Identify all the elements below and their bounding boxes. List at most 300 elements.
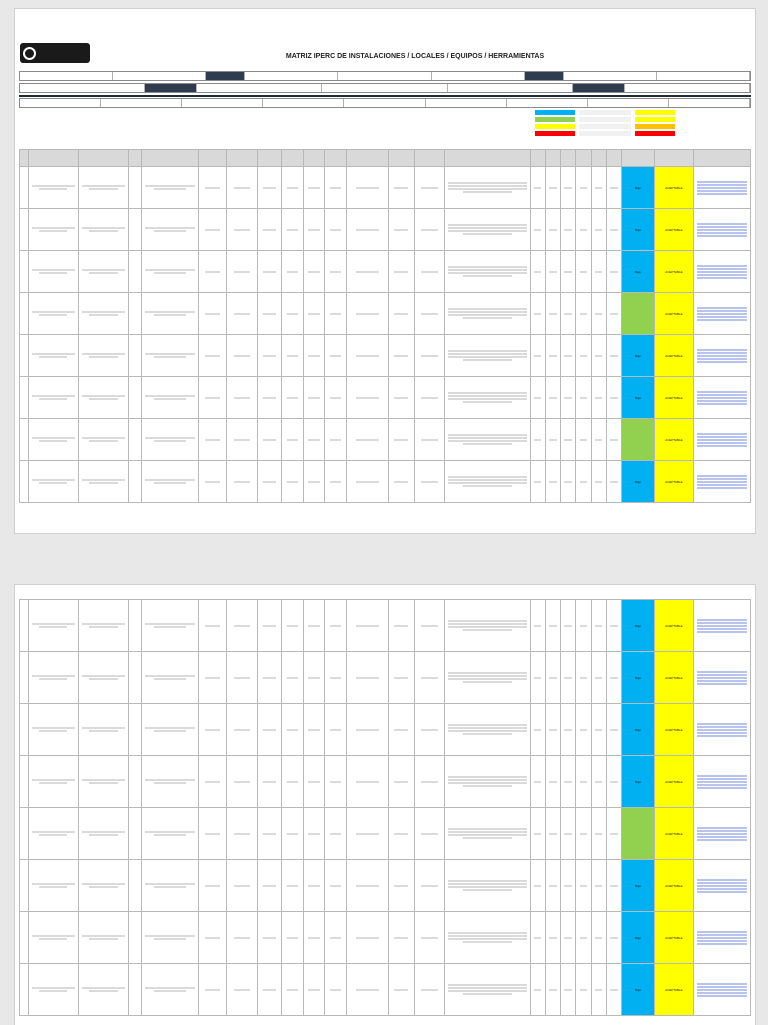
risk-classification-cell <box>622 293 655 335</box>
risk-classification-cell: Bajo <box>622 167 655 209</box>
text-cell <box>78 293 128 335</box>
column-header <box>325 150 347 167</box>
table-row <box>20 419 751 461</box>
value-cell <box>257 167 281 209</box>
value-cell <box>388 293 414 335</box>
value-cell <box>591 912 606 964</box>
legend-label <box>579 131 631 136</box>
value-cell <box>576 756 591 808</box>
table-row <box>20 209 751 251</box>
text-cell <box>28 600 78 652</box>
acceptability-cell: ACEPTABLE <box>654 377 693 419</box>
risk-classification-cell: Bajo <box>622 251 655 293</box>
value-cell <box>325 860 347 912</box>
column-header <box>281 150 303 167</box>
value-cell <box>347 419 388 461</box>
reference-cell <box>694 377 751 419</box>
value-cell <box>129 652 142 704</box>
value-cell <box>257 964 281 1016</box>
value-cell <box>561 419 576 461</box>
value-cell <box>281 756 303 808</box>
value-cell <box>576 704 591 756</box>
value-cell <box>591 167 606 209</box>
value-cell <box>303 335 325 377</box>
value-cell <box>591 377 606 419</box>
value-cell <box>545 293 560 335</box>
value-cell <box>325 964 347 1016</box>
acceptability-cell: ACEPTABLE <box>654 964 693 1016</box>
value-cell <box>530 704 545 756</box>
value-cell <box>591 461 606 503</box>
value-cell <box>347 167 388 209</box>
value-cell <box>198 704 226 756</box>
reference-cell <box>694 964 751 1016</box>
value-cell <box>388 808 414 860</box>
value-cell <box>303 377 325 419</box>
value-cell <box>545 209 560 251</box>
value-cell <box>606 209 621 251</box>
value-cell <box>281 377 303 419</box>
text-cell <box>445 335 530 377</box>
value-cell <box>576 419 591 461</box>
value-cell <box>198 377 226 419</box>
risk-classification-cell <box>622 419 655 461</box>
value-cell <box>303 808 325 860</box>
value-cell <box>606 461 621 503</box>
acceptability-cell: ACEPTABLE <box>654 293 693 335</box>
value-cell <box>545 251 560 293</box>
document-page-2 <box>14 584 756 1025</box>
value-cell <box>347 335 388 377</box>
text-cell <box>142 600 199 652</box>
value-cell <box>530 964 545 1016</box>
document-title: MATRIZ IPERC DE INSTALACIONES / LOCALES / EQUIPOS / HERRAMIENTAS <box>285 53 545 60</box>
value-cell <box>347 704 388 756</box>
value-cell <box>325 808 347 860</box>
value-cell <box>20 756 29 808</box>
reference-cell <box>694 652 751 704</box>
text-cell <box>28 756 78 808</box>
value-cell <box>20 209 29 251</box>
value-cell <box>576 652 591 704</box>
value-cell <box>606 756 621 808</box>
value-cell <box>388 167 414 209</box>
value-cell <box>227 209 258 251</box>
value-cell <box>388 652 414 704</box>
value-cell <box>198 251 226 293</box>
legend-label <box>579 117 631 122</box>
legend-result-swatch <box>635 131 675 136</box>
value-cell <box>257 377 281 419</box>
value-cell <box>561 964 576 1016</box>
value-cell <box>591 251 606 293</box>
legend-row <box>535 116 675 122</box>
value-cell <box>20 461 29 503</box>
value-cell <box>303 964 325 1016</box>
value-cell <box>606 419 621 461</box>
text-cell <box>78 209 128 251</box>
value-cell <box>20 704 29 756</box>
value-cell <box>591 860 606 912</box>
value-cell <box>303 419 325 461</box>
acceptability-cell: ACEPTABLE <box>654 461 693 503</box>
legend-row <box>535 130 675 136</box>
value-cell <box>227 167 258 209</box>
text-cell <box>28 251 78 293</box>
value-cell <box>303 209 325 251</box>
column-header <box>545 150 560 167</box>
value-cell <box>388 756 414 808</box>
text-cell <box>445 209 530 251</box>
text-cell <box>142 167 199 209</box>
risk-legend <box>535 109 675 137</box>
text-cell <box>28 167 78 209</box>
value-cell <box>281 209 303 251</box>
value-cell <box>20 912 29 964</box>
value-cell <box>347 251 388 293</box>
text-cell <box>28 652 78 704</box>
value-cell <box>606 704 621 756</box>
value-cell <box>198 461 226 503</box>
value-cell <box>303 652 325 704</box>
value-cell <box>388 860 414 912</box>
text-cell <box>445 964 530 1016</box>
value-cell <box>591 652 606 704</box>
value-cell <box>20 600 29 652</box>
value-cell <box>257 756 281 808</box>
text-cell <box>142 209 199 251</box>
acceptability-cell: ACEPTABLE <box>654 652 693 704</box>
text-cell <box>142 419 199 461</box>
value-cell <box>129 377 142 419</box>
column-header <box>198 150 226 167</box>
column-header <box>654 150 693 167</box>
value-cell <box>388 335 414 377</box>
text-cell <box>28 419 78 461</box>
value-cell <box>227 461 258 503</box>
text-cell <box>142 293 199 335</box>
table-row <box>20 335 751 377</box>
value-cell <box>414 167 445 209</box>
value-cell <box>325 419 347 461</box>
risk-classification-cell: Bajo <box>622 860 655 912</box>
text-cell <box>142 912 199 964</box>
reference-cell <box>694 600 751 652</box>
column-header <box>227 150 258 167</box>
value-cell <box>561 335 576 377</box>
text-cell <box>28 912 78 964</box>
value-cell <box>530 912 545 964</box>
value-cell <box>281 167 303 209</box>
value-cell <box>281 652 303 704</box>
text-cell <box>28 808 78 860</box>
value-cell <box>129 251 142 293</box>
value-cell <box>561 756 576 808</box>
value-cell <box>530 652 545 704</box>
value-cell <box>414 652 445 704</box>
text-cell <box>28 335 78 377</box>
value-cell <box>414 704 445 756</box>
value-cell <box>20 964 29 1016</box>
value-cell <box>414 293 445 335</box>
value-cell <box>198 209 226 251</box>
risk-classification-cell: Bajo <box>622 756 655 808</box>
text-cell <box>28 209 78 251</box>
value-cell <box>347 964 388 1016</box>
value-cell <box>576 600 591 652</box>
value-cell <box>347 860 388 912</box>
value-cell <box>303 167 325 209</box>
value-cell <box>530 860 545 912</box>
value-cell <box>545 335 560 377</box>
value-cell <box>561 860 576 912</box>
text-cell <box>445 600 530 652</box>
legend-result-swatch <box>635 110 675 115</box>
value-cell <box>227 756 258 808</box>
value-cell <box>257 209 281 251</box>
value-cell <box>545 377 560 419</box>
text-cell <box>78 912 128 964</box>
value-cell <box>257 652 281 704</box>
value-cell <box>530 293 545 335</box>
value-cell <box>20 377 29 419</box>
acceptability-cell: ACEPTABLE <box>654 419 693 461</box>
text-cell <box>142 860 199 912</box>
table-row <box>20 808 751 860</box>
iperc-table-2 <box>19 599 751 1016</box>
value-cell <box>545 652 560 704</box>
value-cell <box>129 704 142 756</box>
value-cell <box>561 209 576 251</box>
value-cell <box>257 335 281 377</box>
value-cell <box>545 912 560 964</box>
table-row <box>20 652 751 704</box>
value-cell <box>347 600 388 652</box>
legend-result-swatch <box>635 124 675 129</box>
column-header <box>445 150 530 167</box>
document-page-1 <box>14 8 756 534</box>
logo-mark-icon <box>23 47 36 60</box>
legend-row <box>535 123 675 129</box>
text-cell <box>78 419 128 461</box>
text-cell <box>142 461 199 503</box>
value-cell <box>576 377 591 419</box>
value-cell <box>281 461 303 503</box>
value-cell <box>281 912 303 964</box>
value-cell <box>530 756 545 808</box>
column-header <box>694 150 751 167</box>
value-cell <box>576 808 591 860</box>
value-cell <box>303 461 325 503</box>
value-cell <box>576 964 591 1016</box>
value-cell <box>414 209 445 251</box>
text-cell <box>28 461 78 503</box>
value-cell <box>606 808 621 860</box>
text-cell <box>445 704 530 756</box>
text-cell <box>78 964 128 1016</box>
value-cell <box>325 704 347 756</box>
value-cell <box>414 860 445 912</box>
value-cell <box>606 652 621 704</box>
text-cell <box>28 964 78 1016</box>
text-cell <box>445 860 530 912</box>
value-cell <box>20 167 29 209</box>
value-cell <box>20 808 29 860</box>
text-cell <box>78 600 128 652</box>
value-cell <box>257 461 281 503</box>
value-cell <box>606 377 621 419</box>
value-cell <box>545 419 560 461</box>
table-row <box>20 912 751 964</box>
reference-cell <box>694 167 751 209</box>
value-cell <box>129 461 142 503</box>
risk-classification-cell: Bajo <box>622 461 655 503</box>
column-header <box>303 150 325 167</box>
reference-cell <box>694 251 751 293</box>
value-cell <box>325 600 347 652</box>
value-cell <box>388 419 414 461</box>
value-cell <box>129 756 142 808</box>
value-cell <box>576 293 591 335</box>
column-header <box>257 150 281 167</box>
text-cell <box>445 808 530 860</box>
value-cell <box>591 419 606 461</box>
value-cell <box>576 167 591 209</box>
text-cell <box>78 860 128 912</box>
value-cell <box>606 964 621 1016</box>
text-cell <box>445 756 530 808</box>
value-cell <box>129 419 142 461</box>
value-cell <box>545 860 560 912</box>
value-cell <box>530 808 545 860</box>
risk-classification-cell: Bajo <box>622 335 655 377</box>
value-cell <box>129 209 142 251</box>
value-cell <box>561 377 576 419</box>
text-cell <box>78 652 128 704</box>
column-header <box>20 150 29 167</box>
value-cell <box>591 704 606 756</box>
value-cell <box>530 419 545 461</box>
value-cell <box>281 860 303 912</box>
legend-swatch <box>535 124 575 129</box>
value-cell <box>530 335 545 377</box>
value-cell <box>561 652 576 704</box>
value-cell <box>545 704 560 756</box>
acceptability-cell: ACEPTABLE <box>654 335 693 377</box>
meta-row-2 <box>19 83 751 93</box>
value-cell <box>414 600 445 652</box>
value-cell <box>545 964 560 1016</box>
value-cell <box>576 912 591 964</box>
value-cell <box>561 704 576 756</box>
value-cell <box>347 652 388 704</box>
value-cell <box>561 461 576 503</box>
text-cell <box>78 251 128 293</box>
value-cell <box>303 756 325 808</box>
value-cell <box>530 209 545 251</box>
company-logo <box>20 43 90 63</box>
reference-cell <box>694 293 751 335</box>
value-cell <box>227 964 258 1016</box>
value-cell <box>545 461 560 503</box>
value-cell <box>303 600 325 652</box>
value-cell <box>303 251 325 293</box>
value-cell <box>325 756 347 808</box>
value-cell <box>227 860 258 912</box>
value-cell <box>606 600 621 652</box>
value-cell <box>303 912 325 964</box>
value-cell <box>388 377 414 419</box>
acceptability-cell: ACEPTABLE <box>654 209 693 251</box>
value-cell <box>198 756 226 808</box>
value-cell <box>129 167 142 209</box>
value-cell <box>198 419 226 461</box>
value-cell <box>388 704 414 756</box>
text-cell <box>445 419 530 461</box>
table-row <box>20 860 751 912</box>
value-cell <box>576 209 591 251</box>
column-header <box>78 150 128 167</box>
text-cell <box>445 167 530 209</box>
text-cell <box>28 860 78 912</box>
risk-classification-cell: Bajo <box>622 377 655 419</box>
value-cell <box>129 293 142 335</box>
value-cell <box>325 251 347 293</box>
value-cell <box>576 335 591 377</box>
value-cell <box>561 251 576 293</box>
reference-cell <box>694 419 751 461</box>
value-cell <box>591 756 606 808</box>
value-cell <box>591 600 606 652</box>
text-cell <box>28 293 78 335</box>
risk-classification-cell: Bajo <box>622 209 655 251</box>
value-cell <box>129 335 142 377</box>
reference-cell <box>694 704 751 756</box>
value-cell <box>281 600 303 652</box>
value-cell <box>325 167 347 209</box>
text-cell <box>445 461 530 503</box>
value-cell <box>388 461 414 503</box>
value-cell <box>281 704 303 756</box>
value-cell <box>347 756 388 808</box>
risk-classification-cell: Bajo <box>622 704 655 756</box>
value-cell <box>198 335 226 377</box>
text-cell <box>142 377 199 419</box>
text-cell <box>142 251 199 293</box>
value-cell <box>606 335 621 377</box>
value-cell <box>257 912 281 964</box>
value-cell <box>414 756 445 808</box>
value-cell <box>414 251 445 293</box>
value-cell <box>198 808 226 860</box>
text-cell <box>445 377 530 419</box>
text-cell <box>142 808 199 860</box>
value-cell <box>227 912 258 964</box>
value-cell <box>325 335 347 377</box>
value-cell <box>347 461 388 503</box>
value-cell <box>257 860 281 912</box>
text-cell <box>78 808 128 860</box>
value-cell <box>227 293 258 335</box>
value-cell <box>414 964 445 1016</box>
value-cell <box>576 461 591 503</box>
text-cell <box>445 251 530 293</box>
value-cell <box>530 167 545 209</box>
risk-classification-cell: Bajo <box>622 912 655 964</box>
value-cell <box>227 600 258 652</box>
text-cell <box>78 461 128 503</box>
risk-classification-cell: Bajo <box>622 964 655 1016</box>
